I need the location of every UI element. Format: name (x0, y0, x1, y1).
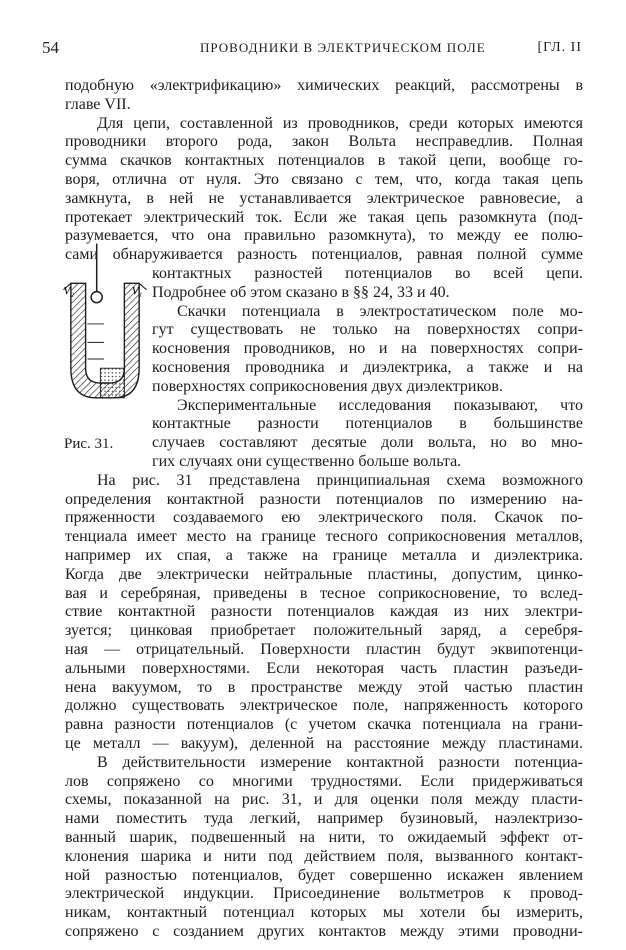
text-line: должно существовать электрическое поле, напряженность которого (65, 697, 583, 715)
figure-caption: Рис. 31. (64, 436, 114, 453)
text-line: контактных разностей потенциалов во всей цепи. (152, 265, 583, 282)
label-v1: V₁ (131, 285, 143, 298)
text-line: замкнута, в ней не устанавливается электрическое равновесие, а (65, 189, 583, 207)
text-line: проводники второго рода, закон Вольта несправедлив. Полная (65, 133, 583, 151)
text-line: ная — отрицательный. Поверхности пластин будут эквипотенци- (65, 641, 583, 658)
text-line: поверхностях соприкосновения двух диэлектриков. (152, 377, 503, 395)
chapter-mark: [ГЛ. II (537, 40, 582, 55)
ball-shape (91, 292, 102, 303)
text-line: В действительности измерение контактной разности потенциа- (97, 753, 583, 771)
text-line: ствие контактной разности потенциалов каждая из них электри- (65, 603, 583, 621)
text-line: электрической индукции. Присоединение вольтметров к провод- (65, 885, 583, 903)
text-line: случаев составляют десятые доли вольта, но во мно- (152, 434, 583, 452)
text-line: сопряжено с созданием других контактов между этими проводни- (65, 923, 583, 940)
text-line: разумевается, что она правильно разомкнута), то между ее полю- (65, 227, 583, 245)
text-line: нена вакуумом, то в пространстве между этой частью пластин (65, 678, 583, 696)
text-line: альными поверхностями. Если некоторая часть пластин разъеди- (65, 659, 583, 677)
text-line: контактные разности потенциалов в большинстве (152, 415, 583, 433)
text-line: зуется; цинковая приобретает положительный заряд, а серебря- (65, 622, 583, 640)
text-line: например их спая, а также на границе металла и диэлектрика. (65, 547, 583, 564)
junction-shape (100, 368, 124, 398)
text-line: определения контактной разности потенциалов по измерению на- (65, 490, 583, 508)
text-line: сами обнаруживается разность потенциалов, равная полной сумме (65, 246, 583, 264)
text-line: Скачки потенциала в электростатическом поле мо- (177, 302, 583, 320)
text-line: Подробнее об этом сказано в §§ 24, 33 и 40. (152, 283, 450, 301)
page-number: 54 (42, 38, 59, 57)
text-line: равна разности потенциалов (с учетом скачка потенциала на грани- (65, 716, 583, 734)
text-line: сумма скачков контактных потенциалов в такой цепи, вообще го- (65, 152, 583, 170)
text-line: косновения проводников, но и на поверхностях сопри- (152, 340, 583, 358)
text-line: Когда две электрически нейтральные пластины, допустим, цинко- (65, 565, 583, 583)
text-line: На рис. 31 представлена принципиальная схема возможного (97, 471, 583, 489)
text-line: протекает электрический ток. Если же такая цепь разомкнута (под- (65, 208, 583, 226)
label-v2: V₂ (63, 285, 75, 298)
text-line: никам, контактный потенциал которых мы хотели бы измерить, (65, 904, 583, 922)
text-line: воря, отлична от нуля. Это связано с тем, что, когда такая цепь (65, 171, 583, 188)
text-line: ванный шарик, подвешенный на нити, то ожидаемый эффект от- (65, 829, 583, 846)
running-header (42, 38, 582, 60)
text-line: подобную «электрификацию» химических реакций, рассмотрены в (65, 77, 583, 94)
text-line: Для цепи, составленной из проводников, среди которых имеются (97, 114, 583, 132)
text-line: це металл — вакуум), деленной на расстояние между пластинами. (65, 735, 583, 752)
text-line: пряженности создаваемого ею электрического поля. Скачок по- (65, 509, 583, 527)
running-title: ПРОВОДНИКИ В ЭЛЕКТРИЧЕСКОМ ПОЛЕ (200, 40, 486, 55)
figure-31-diagram (60, 239, 150, 419)
text-line: главе VII. (65, 95, 131, 113)
text-line: нами поместить туда легкий, например бузиновый, наэлектризо- (65, 810, 583, 828)
text-line: вая и серебряная, приведены в тесное соприкосновение, то вслед- (65, 584, 583, 602)
text-line: клонения шарика и нити под действием поля, вызванного контакт- (65, 847, 583, 865)
text-line: Экспериментальные исследования показывают, что (177, 396, 583, 414)
text-line: схемы, показанной на рис. 31, и для оценки поля между пласти- (65, 791, 583, 809)
text-line: тенциала имеет место на границе тесного соприкосновения металлов, (65, 528, 583, 546)
text-line: лов сопряжено со многими трудностями. Если придерживаться (65, 772, 583, 790)
text-line: ной разностью потенциалов, будет совершенно искажен явлением (65, 866, 583, 884)
text-line: гих случаях они существенно больше вольта. (152, 453, 462, 470)
text-line: косновения проводника и диэлектрика, а также и на (152, 359, 583, 376)
text-line: гут существовать не только на поверхностях сопри- (152, 321, 583, 339)
